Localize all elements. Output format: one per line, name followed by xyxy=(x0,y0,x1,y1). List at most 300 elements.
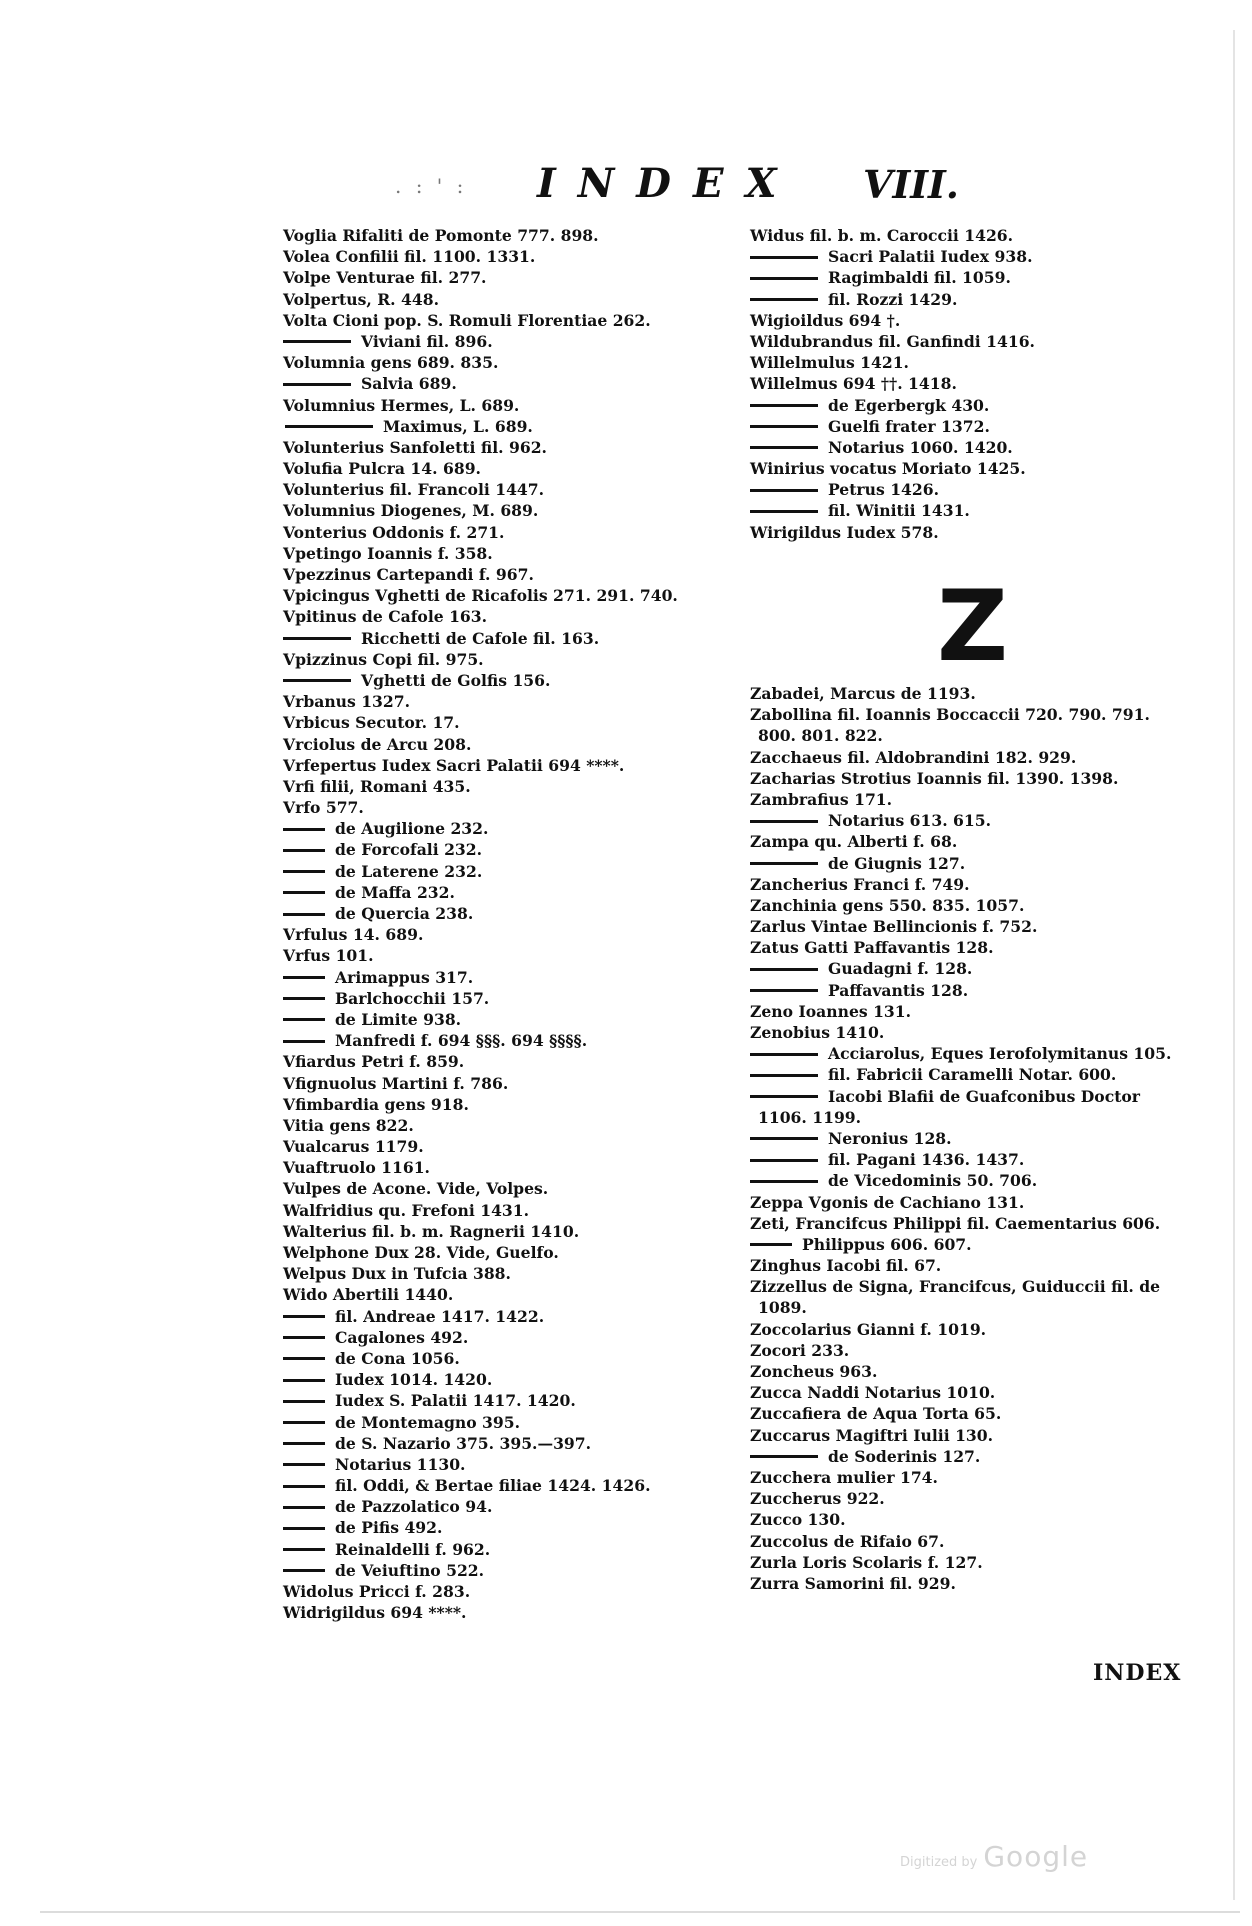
ditto-dash xyxy=(283,1485,325,1488)
index-entry xyxy=(283,395,753,416)
ditto-dash xyxy=(283,1506,325,1509)
index-entry xyxy=(750,1573,1200,1594)
index-entry xyxy=(283,522,753,543)
index-entry xyxy=(283,437,753,458)
index-entry xyxy=(283,500,753,521)
index-entry-text: Zampa qu. Alberti f. 68. xyxy=(750,832,958,852)
index-entry-text: Vpitinus de Cafole 163. xyxy=(283,607,488,627)
index-entry xyxy=(750,1509,1200,1530)
index-entry xyxy=(750,1340,1200,1361)
index-entry-text: Volunterius Sanfoletti fil. 962. xyxy=(283,437,547,457)
index-entry xyxy=(283,1115,753,1136)
index-entry-text: Vonterius Oddonis f. 271. xyxy=(283,522,505,542)
index-entry-text: Vrfepertus Iudex Sacri Palatii 694 ****. xyxy=(283,755,625,775)
index-entry-text: de Laterene 232. xyxy=(335,861,483,881)
index-entry-text: Volumnius Hermes, L. 689. xyxy=(283,395,520,415)
index-entry-text: de Forcofali 232. xyxy=(335,840,483,860)
index-entry xyxy=(283,267,753,288)
index-entry xyxy=(283,1284,753,1305)
page-bottom-line xyxy=(40,1911,1240,1913)
ditto-dash xyxy=(750,298,818,301)
index-entry-text: de Augilione 232. xyxy=(335,819,489,839)
ditto-dash xyxy=(283,340,351,343)
index-entry-text: Zuccolus de Rifaio 67. xyxy=(750,1531,945,1551)
index-entry xyxy=(750,831,1200,852)
index-entry-text: Vrciolus de Arcu 208. xyxy=(283,734,472,754)
index-entry-text: Zurra Samorini fil. 929. xyxy=(750,1573,956,1593)
index-entry-text: de Soderinis 127. xyxy=(828,1446,981,1466)
index-entry-text: Zurla Loris Scolaris f. 127. xyxy=(750,1552,983,1572)
index-entry-text: Vfiardus Petri f. 859. xyxy=(283,1052,465,1072)
index-entry-text: Notarius 613. 615. xyxy=(828,811,992,831)
index-entry-text: Iudex S. Palatii 1417. 1420. xyxy=(335,1391,576,1411)
index-entry xyxy=(283,882,753,903)
index-entry-text: Zoccolarius Gianni f. 1019. xyxy=(750,1319,987,1339)
index-entry xyxy=(750,395,1200,416)
index-entry xyxy=(750,1064,1200,1085)
ditto-dash xyxy=(283,383,351,386)
ditto-dash xyxy=(283,1379,325,1382)
index-entry-text: de Pazzolatico 94. xyxy=(335,1497,493,1517)
ditto-dash xyxy=(283,1040,325,1043)
index-entry-text: Zenobius 1410. xyxy=(750,1023,885,1042)
index-entry xyxy=(283,479,753,500)
index-entry xyxy=(283,649,753,670)
header-ornament: . : ' : xyxy=(395,174,468,198)
ditto-dash xyxy=(283,1548,325,1551)
ditto-dash xyxy=(283,1315,325,1318)
index-entry-text: Willelmulus 1421. xyxy=(750,353,909,373)
index-entry-text: fil. Pagani 1436. 1437. xyxy=(828,1150,1025,1170)
index-entry xyxy=(283,585,753,606)
index-entry-text: Guadagni f. 128. xyxy=(828,959,973,979)
index-entry-text: Vfignuolus Martini f. 786. xyxy=(283,1073,509,1093)
index-entry xyxy=(283,1581,753,1602)
ditto-dash xyxy=(285,425,373,428)
index-entry-text: Zucco 130. xyxy=(750,1510,846,1530)
index-entry-text: Voglia Rifaliti de Pomonte 777. 898. xyxy=(283,226,599,245)
index-entry xyxy=(750,895,1200,916)
ditto-dash xyxy=(283,913,325,916)
index-entry-text: de Limite 938. xyxy=(335,1009,462,1029)
index-entry-text: Vrbicus Secutor. 17. xyxy=(283,713,460,733)
index-entry-text: Philippus 606. 607. xyxy=(802,1234,972,1254)
index-entry-text: de Pifis 492. xyxy=(335,1518,443,1538)
ditto-dash xyxy=(283,1442,325,1445)
index-entry xyxy=(283,373,753,394)
index-entry xyxy=(750,1276,1200,1297)
index-entry-text: Iacobi Blafii de Guafconibus Doctor xyxy=(828,1086,1141,1106)
index-entry xyxy=(750,704,1200,725)
index-entry-text: Zuccherus 922. xyxy=(750,1489,885,1509)
index-entry-text: Manfredi f. 694 §§§. 694 §§§§. xyxy=(335,1031,588,1051)
index-entry-text: 800. 801. 822. xyxy=(758,726,883,746)
index-entry-text: Zatus Gatti Paffavantis 128. xyxy=(750,938,994,958)
index-entry xyxy=(750,373,1200,394)
index-entry xyxy=(283,1390,753,1411)
index-entry-text: Ricchetti de Cafole fil. 163. xyxy=(361,628,600,648)
ditto-dash xyxy=(283,1336,325,1339)
index-column-z-section xyxy=(750,683,1200,1594)
index-entry-text: Notarius 1130. xyxy=(335,1454,466,1474)
index-entry xyxy=(283,1369,753,1390)
index-entry-text: de Egerbergk 430. xyxy=(828,395,990,415)
index-entry-text: Zambrafius 171. xyxy=(750,789,893,809)
index-entry-text: Zeno Ioannes 131. xyxy=(750,1001,912,1021)
ditto-dash xyxy=(283,1400,325,1403)
index-entry-text: Zocori 233. xyxy=(750,1340,850,1360)
ditto-dash xyxy=(283,1357,325,1360)
ditto-dash xyxy=(283,891,325,894)
index-entry xyxy=(283,712,753,733)
index-entry xyxy=(750,874,1200,895)
index-entry-text: Volta Cioni pop. S. Romuli Florentiae 262. xyxy=(283,310,651,330)
index-entry-text: Zarlus Vintae Bellincionis f. 752. xyxy=(750,917,1038,937)
index-entry-text: Vpicingus Vghetti de Ricafolis 271. 291. 740. xyxy=(283,586,678,606)
index-entry xyxy=(283,861,753,882)
index-entry xyxy=(283,1073,753,1094)
catchword: INDEX xyxy=(1093,1660,1182,1686)
ditto-dash xyxy=(750,820,818,823)
index-entry-text: Vitia gens 822. xyxy=(283,1115,414,1135)
index-entry xyxy=(750,1319,1200,1340)
index-entry-text: fil. Rozzi 1429. xyxy=(828,289,958,309)
index-entry xyxy=(283,543,753,564)
index-entry xyxy=(283,1348,753,1369)
index-entry xyxy=(283,1327,753,1348)
index-entry xyxy=(283,776,753,797)
ditto-dash xyxy=(750,1243,792,1246)
index-entry xyxy=(283,289,753,310)
index-entry xyxy=(750,1446,1200,1467)
index-entry xyxy=(283,903,753,924)
index-entry xyxy=(750,1425,1200,1446)
index-entry xyxy=(283,691,753,712)
index-entry-text: Ragimbaldi fil. 1059. xyxy=(828,268,1011,288)
index-entry-text: Zeti, Francifcus Philippi fil. Caementarius 606. xyxy=(750,1213,1161,1233)
index-entry xyxy=(750,458,1200,479)
index-entry xyxy=(283,797,753,818)
index-entry xyxy=(283,945,753,966)
index-entry-text: de S. Nazario 375. 395.—397. xyxy=(335,1433,592,1453)
index-entry-text: fil. Oddi, & Bertae filiae 1424. 1426. xyxy=(335,1476,651,1496)
index-entry-text: Widrigildus 694 ****. xyxy=(283,1603,467,1623)
index-entry xyxy=(283,1094,753,1115)
index-entry-text: Zanchinia gens 550. 835. 1057. xyxy=(750,895,1025,915)
index-entry xyxy=(750,352,1200,373)
index-entry xyxy=(283,988,753,1009)
index-entry xyxy=(750,916,1200,937)
header-volume-number: VIII. xyxy=(863,162,960,207)
index-entry xyxy=(750,1213,1200,1234)
ditto-dash xyxy=(750,277,818,280)
index-entry-text: de Quercia 238. xyxy=(335,904,474,923)
ditto-dash xyxy=(283,679,351,682)
index-entry xyxy=(283,352,753,373)
index-entry-text: Zabadei, Marcus de 1193. xyxy=(750,684,976,703)
index-entry-text: Zuccarus Magiftri Iulii 130. xyxy=(750,1425,994,1445)
index-entry xyxy=(750,683,1200,704)
index-entry-text: Acciarolus, Eques Ierofolymitanus 105. xyxy=(828,1044,1172,1064)
index-entry-text: Vfimbardia gens 918. xyxy=(283,1094,469,1114)
index-entry-text: Zucca Naddi Notarius 1010. xyxy=(750,1383,996,1403)
ditto-dash xyxy=(750,989,818,992)
index-entry xyxy=(750,310,1200,331)
index-entry-text: Vpezzinus Cartepandi f. 967. xyxy=(283,565,534,584)
index-entry xyxy=(750,768,1200,789)
index-entry-text: Vualcarus 1179. xyxy=(283,1137,424,1157)
index-entry xyxy=(283,1157,753,1178)
index-entry-text: Zeppa Vgonis de Cachiano 131. xyxy=(750,1192,1025,1212)
index-entry xyxy=(283,458,753,479)
index-entry xyxy=(750,1022,1200,1043)
index-entry-text: Wido Abertili 1440. xyxy=(283,1285,454,1305)
watermark-prefix: Digitized by xyxy=(900,1855,978,1870)
index-entry xyxy=(750,522,1200,543)
index-entry xyxy=(283,225,753,246)
index-entry-text: Zinghus Iacobi fil. 67. xyxy=(750,1256,942,1276)
index-entry-text: Paffavantis 128. xyxy=(828,980,969,1000)
index-entry-text: de Maffa 232. xyxy=(335,882,455,902)
index-entry xyxy=(283,670,753,691)
ditto-dash xyxy=(750,446,818,449)
ditto-dash xyxy=(750,1137,818,1140)
index-entry-text: Sacri Palatii Iudex 938. xyxy=(828,247,1033,267)
index-entry xyxy=(283,1200,753,1221)
index-entry-text: Guelfi frater 1372. xyxy=(828,416,990,436)
index-entry xyxy=(283,1242,753,1263)
index-entry xyxy=(750,1552,1200,1573)
ditto-dash xyxy=(750,1455,818,1458)
index-entry xyxy=(283,1178,753,1199)
index-entry-text: fil. Andreae 1417. 1422. xyxy=(335,1306,545,1326)
index-entry-text: Walfridius qu. Frefoni 1431. xyxy=(283,1200,530,1220)
index-entry xyxy=(750,1170,1200,1191)
index-entry-text: Zuccafiera de Aqua Torta 65. xyxy=(750,1404,1002,1424)
index-entry-text: Wildubrandus fil. Ganfindi 1416. xyxy=(750,331,1035,351)
index-entry xyxy=(750,1128,1200,1149)
digitized-watermark xyxy=(900,1840,1088,1873)
index-entry xyxy=(750,958,1200,979)
section-letter-z: Z xyxy=(937,570,1009,684)
index-entry xyxy=(283,1539,753,1560)
index-entry xyxy=(750,789,1200,810)
index-entry-text: de Veiuftino 522. xyxy=(335,1560,485,1580)
index-entry xyxy=(750,747,1200,768)
ditto-dash xyxy=(283,637,351,640)
header-title: INDEX xyxy=(537,160,799,207)
ditto-dash xyxy=(750,489,818,492)
ditto-dash xyxy=(283,976,325,979)
index-column-left xyxy=(283,225,753,1623)
index-entry xyxy=(750,1531,1200,1552)
index-entry-text: 1106. 1199. xyxy=(758,1107,862,1127)
index-entry xyxy=(283,1009,753,1030)
index-entry-text: fil. Fabricii Caramelli Notar. 600. xyxy=(828,1065,1117,1085)
index-entry-text: Neronius 128. xyxy=(828,1128,952,1148)
index-entry xyxy=(750,246,1200,267)
index-entry xyxy=(283,628,753,649)
index-entry xyxy=(750,1234,1200,1255)
index-entry xyxy=(750,937,1200,958)
index-entry xyxy=(283,1263,753,1284)
index-entry xyxy=(283,1412,753,1433)
index-entry-text: Volunterius fil. Francoli 1447. xyxy=(283,480,545,500)
index-entry-text: Zancherius Franci f. 749. xyxy=(750,874,970,894)
index-entry-text: Viviani fil. 896. xyxy=(361,331,493,351)
index-entry xyxy=(750,1382,1200,1403)
index-entry xyxy=(283,1030,753,1051)
index-entry xyxy=(750,1001,1200,1022)
index-entry xyxy=(750,437,1200,458)
index-entry-text: Zizzellus de Signa, Francifcus, Guiduccii fil. de xyxy=(750,1277,1161,1297)
index-entry xyxy=(750,853,1200,874)
ditto-dash xyxy=(283,1018,325,1021)
index-entry xyxy=(750,331,1200,352)
index-entry-text: Winirius vocatus Moriato 1425. xyxy=(750,459,1026,479)
index-entry-text: Wigioildus 694 †. xyxy=(750,310,901,330)
index-entry-text: de Giugnis 127. xyxy=(828,853,966,873)
index-entry xyxy=(750,225,1200,246)
index-entry xyxy=(750,1297,1200,1318)
page-edge-line xyxy=(1233,30,1235,1900)
index-entry-text: de Montemagno 395. xyxy=(335,1412,521,1432)
index-entry xyxy=(283,416,753,437)
index-entry xyxy=(750,1043,1200,1064)
index-entry-text: Iudex 1014. 1420. xyxy=(335,1370,493,1390)
ditto-dash xyxy=(750,404,818,407)
index-entry-text: Vulpes de Acone. Vide, Volpes. xyxy=(283,1179,549,1199)
index-entry-text: de Cona 1056. xyxy=(335,1348,460,1368)
index-entry-text: Wirigildus Iudex 578. xyxy=(750,522,939,542)
ditto-dash xyxy=(283,1463,325,1466)
index-entry-text: Vpizzinus Copi fil. 975. xyxy=(283,649,484,669)
index-entry xyxy=(283,967,753,988)
index-entry-text: Widolus Pricci f. 283. xyxy=(283,1582,471,1601)
index-entry xyxy=(283,606,753,627)
index-entry xyxy=(283,839,753,860)
index-entry-text: Vrfo 577. xyxy=(283,798,364,818)
index-entry-text: Widus fil. b. m. Caroccii 1426. xyxy=(750,226,1014,245)
index-entry-text: Volumnius Diogenes, M. 689. xyxy=(283,501,539,521)
index-entry-text: Walterius fil. b. m. Ragnerii 1410. xyxy=(283,1221,580,1241)
index-entry xyxy=(283,1306,753,1327)
index-entry-text: Welphone Dux 28. Vide, Guelfo. xyxy=(283,1243,559,1262)
index-entry xyxy=(283,1433,753,1454)
index-entry xyxy=(283,1136,753,1157)
index-entry xyxy=(750,980,1200,1001)
index-entry xyxy=(750,267,1200,288)
ditto-dash xyxy=(750,1095,818,1098)
ditto-dash xyxy=(283,849,325,852)
index-entry-text: Barlchocchii 157. xyxy=(335,988,490,1008)
index-entry-text: Maximus, L. 689. xyxy=(383,416,533,436)
index-entry-text: Volpe Venturae fil. 277. xyxy=(283,268,487,288)
index-entry-text: Petrus 1426. xyxy=(828,480,940,500)
index-entry xyxy=(283,1221,753,1242)
index-entry-text: de Vicedominis 50. 706. xyxy=(828,1171,1038,1191)
index-entry xyxy=(283,1560,753,1581)
index-entry-text: Vrbanus 1327. xyxy=(283,692,411,712)
index-entry xyxy=(750,1467,1200,1488)
index-entry xyxy=(750,416,1200,437)
index-entry-text: 1089. xyxy=(758,1298,807,1318)
ditto-dash xyxy=(283,1527,325,1530)
index-entry-text: Willelmus 694 ††. 1418. xyxy=(750,374,957,394)
watermark-brand: Google xyxy=(983,1840,1089,1873)
index-entry-text: Vrfus 101. xyxy=(283,946,374,966)
index-entry xyxy=(283,1496,753,1517)
ditto-dash xyxy=(283,1421,325,1424)
index-entry-text: Arimappus 317. xyxy=(335,967,474,987)
index-entry-text: Vuaftruolo 1161. xyxy=(283,1158,430,1178)
index-entry-text: Zabollina fil. Ioannis Boccaccii 720. 790. 791. xyxy=(750,705,1150,725)
index-entry xyxy=(283,1475,753,1496)
ditto-dash xyxy=(283,828,325,831)
index-entry xyxy=(283,331,753,352)
index-entry-text: Volpertus, R. 448. xyxy=(283,289,440,309)
index-entry xyxy=(750,1192,1200,1213)
ditto-dash xyxy=(750,1180,818,1183)
index-entry-text: Volufia Pulcra 14. 689. xyxy=(283,459,481,479)
index-entry xyxy=(750,500,1200,521)
index-entry xyxy=(750,1361,1200,1382)
index-entry xyxy=(283,1517,753,1538)
index-entry xyxy=(750,1488,1200,1509)
index-entry xyxy=(283,755,753,776)
index-entry-text: Reinaldelli f. 962. xyxy=(335,1539,491,1559)
index-entry xyxy=(750,1086,1200,1107)
index-entry xyxy=(283,734,753,755)
ditto-dash xyxy=(750,968,818,971)
index-entry-text: Volumnia gens 689. 835. xyxy=(283,353,499,373)
index-entry xyxy=(283,1051,753,1072)
ditto-dash xyxy=(283,870,325,873)
index-entry xyxy=(283,310,753,331)
ditto-dash xyxy=(750,1159,818,1162)
index-entry-text: Vrfi filii, Romani 435. xyxy=(283,776,471,796)
index-entry xyxy=(283,818,753,839)
index-column-right xyxy=(750,225,1200,543)
index-entry-text: Welpus Dux in Tufcia 388. xyxy=(283,1264,511,1284)
index-entry-text: Cagalones 492. xyxy=(335,1327,469,1347)
index-entry-text: Vrfulus 14. 689. xyxy=(283,925,424,945)
ditto-dash xyxy=(750,862,818,865)
ditto-dash xyxy=(750,510,818,513)
index-entry xyxy=(750,479,1200,500)
index-entry xyxy=(283,1454,753,1475)
running-header xyxy=(395,160,995,206)
index-entry xyxy=(750,289,1200,310)
index-entry-text: Zucchera mulier 174. xyxy=(750,1467,938,1487)
ditto-dash xyxy=(750,1053,818,1056)
index-entry-text: Notarius 1060. 1420. xyxy=(828,437,1013,457)
index-entry xyxy=(283,246,753,267)
index-entry xyxy=(283,1602,753,1623)
index-entry xyxy=(750,810,1200,831)
index-entry-text: fil. Winitii 1431. xyxy=(828,501,970,521)
index-entry-text: Zacchaeus fil. Aldobrandini 182. 929. xyxy=(750,747,1077,767)
index-entry xyxy=(750,725,1200,746)
index-entry xyxy=(750,1403,1200,1424)
index-entry xyxy=(283,564,753,585)
ditto-dash xyxy=(750,425,818,428)
index-entry-text: Zoncheus 963. xyxy=(750,1362,878,1381)
index-entry-text: Vpetingo Ioannis f. 358. xyxy=(283,543,493,563)
ditto-dash xyxy=(750,1074,818,1077)
index-entry xyxy=(750,1149,1200,1170)
ditto-dash xyxy=(750,256,818,259)
